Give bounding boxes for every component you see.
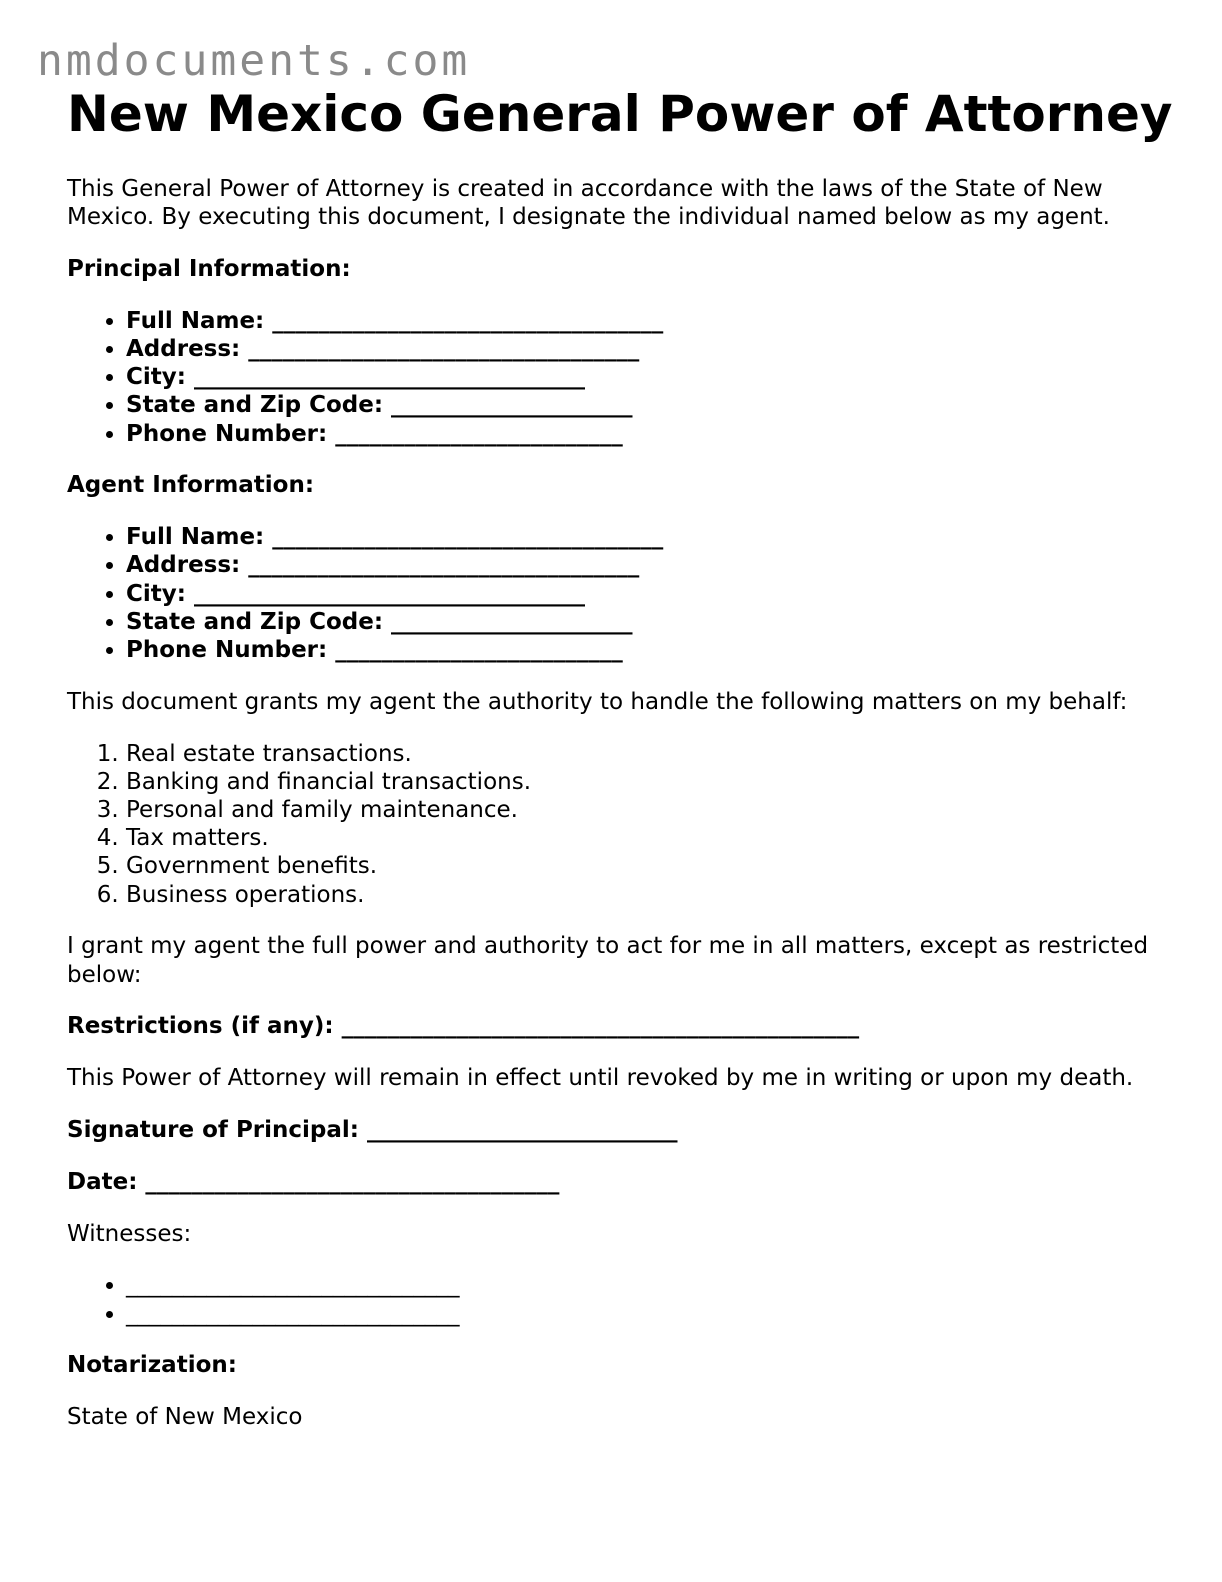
principal-city-field: • City: __________________________________ xyxy=(126,363,1157,391)
witness-signature-line: • _____________________________ xyxy=(126,1300,1157,1328)
principal-full-name-field: • Full Name: __________________________________ xyxy=(126,307,1157,335)
date-field: Date: ____________________________________ xyxy=(67,1168,560,1195)
matter-item: 4. Tax matters. xyxy=(126,824,1157,852)
matter-item: 6. Business operations. xyxy=(126,881,1157,909)
notarization-heading: Notarization: xyxy=(67,1352,237,1379)
principal-state-zip-field: • State and Zip Code: _____________________ xyxy=(126,391,1157,419)
agent-state-zip-field: • State and Zip Code: _____________________ xyxy=(126,608,1157,636)
matter-item: 5. Government benefits. xyxy=(126,852,1157,880)
matters-list xyxy=(67,740,1157,909)
principal-address-field: • Address: __________________________________ xyxy=(126,335,1157,363)
matter-item: 3. Personal and family maintenance. xyxy=(126,796,1157,824)
agent-heading: Agent Information: xyxy=(67,472,315,499)
witnesses-label: Witnesses: xyxy=(67,1220,192,1247)
restrictions-field: Restrictions (if any): _____________________________________________ xyxy=(67,1013,860,1040)
principal-heading: Principal Information: xyxy=(67,256,351,282)
document-title: New Mexico General Power of Attorney xyxy=(67,85,1173,143)
principal-fields-list xyxy=(67,307,1157,448)
notary-state: State of New Mexico xyxy=(67,1404,303,1431)
agent-phone-field: • Phone Number: _________________________ xyxy=(126,636,1157,664)
agent-address-field: • Address: __________________________________ xyxy=(126,551,1157,579)
matter-item: 1. Real estate transactions. xyxy=(126,740,1157,768)
document-body xyxy=(67,175,1157,1455)
agent-fields-list xyxy=(67,523,1157,664)
principal-signature-field: Signature of Principal: ___________________________ xyxy=(67,1117,678,1144)
witness-signature-line: • _____________________________ xyxy=(126,1271,1157,1299)
grant-paragraph: I grant my agent the full power and authority to act for me in all matters, except as restricted below: xyxy=(67,933,1149,988)
intro-paragraph: This General Power of Attorney is created in accordance with the laws of the State of New Mexico. By executing this document, I designate the individual named below as my agent. xyxy=(67,176,1110,231)
duration-paragraph: This Power of Attorney will remain in effect until revoked by me in writing or upon my death. xyxy=(67,1065,1134,1092)
matter-item: 2. Banking and financial transactions. xyxy=(126,768,1157,796)
authority-intro: This document grants my agent the authority to handle the following matters on my behalf: xyxy=(67,688,1128,715)
principal-phone-field: • Phone Number: _________________________ xyxy=(126,420,1157,448)
agent-city-field: • City: __________________________________ xyxy=(126,580,1157,608)
site-watermark: nmdocuments.com xyxy=(37,36,471,86)
agent-full-name-field: • Full Name: __________________________________ xyxy=(126,523,1157,551)
witness-lines-list xyxy=(67,1271,1157,1327)
